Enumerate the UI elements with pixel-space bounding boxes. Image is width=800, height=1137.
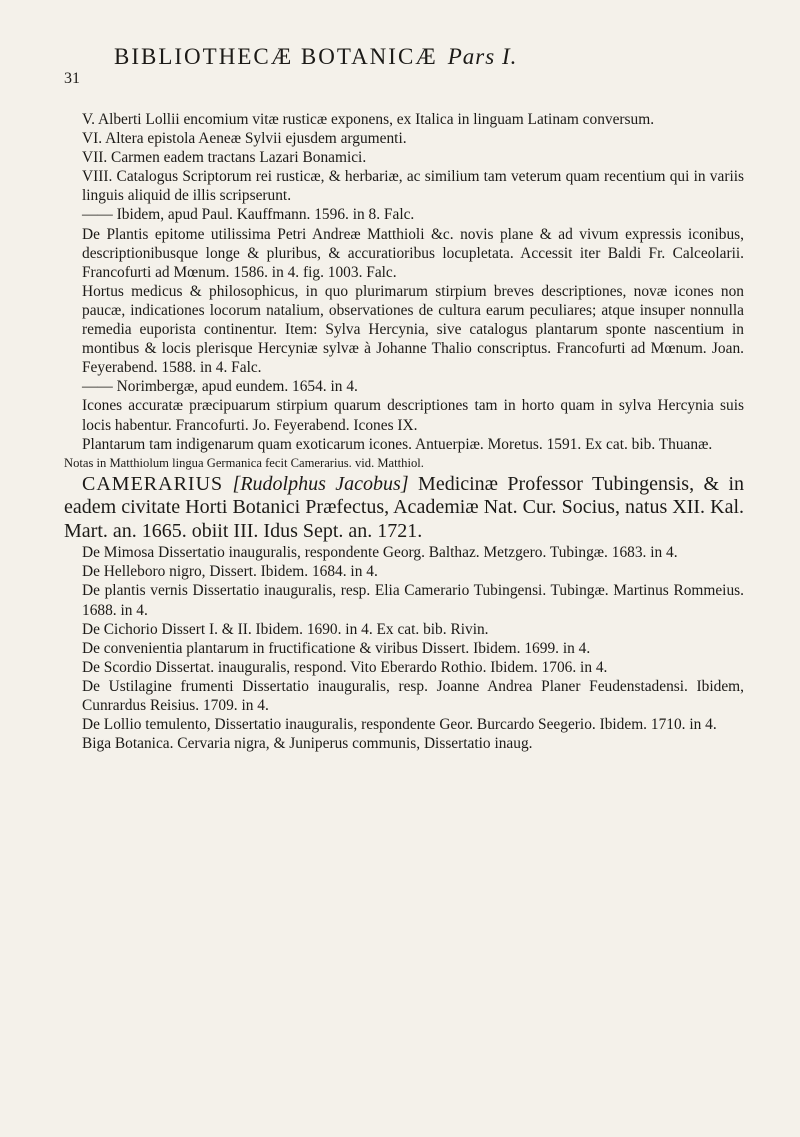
paragraph: VIII. Catalogus Scriptorum rei rusticæ, & herbariæ, ac similium tam veterum quam recentium qui in variis linguis aliquid de illis scripserunt. <box>82 168 744 205</box>
text-body <box>64 110 744 753</box>
paragraph: VI. Altera epistola Aeneæ Sylvii ejusdem argumenti. <box>82 130 407 148</box>
author-bio: Medicinæ Professor Tubingensis, & in eadem civitate Horti Botanici Præfectus, Academiæ Nat. Cur. Socius, natus XII. Kal. Mart. an. 1665. obiit III. Idus Sept. an. 1721. <box>64 472 745 542</box>
header-title: BIBLIOTHECÆ BOTANICÆ <box>114 44 438 69</box>
paragraph: VII. Carmen eadem tractans Lazari Bonamici. <box>82 149 367 167</box>
paragraph: Plantarum tam indigenarum quam exoticarum icones. Antuerpiæ. Moretus. 1591. Ex cat. bib. Thuanæ. <box>82 435 713 453</box>
paragraph: V. Alberti Lollii encomium vitæ rusticæ exponens, ex Italica in linguam Latinam conversum. <box>82 111 655 128</box>
work-item: De Cichorio Dissert I. & II. Ibidem. 1690. in 4. Ex cat. bib. Rivin. <box>82 620 489 638</box>
work-item: De Scordio Dissertat. inauguralis, respond. Vito Eberardo Rothio. Ibidem. 1706. in 4. <box>82 658 608 676</box>
page-number: 31 <box>64 70 80 87</box>
paragraph: De Plantis epitome utilissima Petri Andreæ Matthioli &c. novis plane & ad vivum expressis iconibus, descriptionibusque longe & pluribus, & accuratioribus locupletata. Accessit iter Baldi Fr. Calceolarii. Francofurti ad Mœnum. 1586. in 4. fig. 1003. Falc. <box>82 225 744 281</box>
running-header <box>114 44 744 70</box>
paragraph: Icones accuratæ præcipuarum stirpium quarum descriptiones tam in horto quam in sylva Hercynia suis locis habentur. Francofurti. Jo. Feyerabend. Icones IX. <box>82 397 744 434</box>
author-name: CAMERARIUS <box>82 472 224 495</box>
author-entry <box>64 473 744 544</box>
author-forenames: [Rudolphus Jacobus] <box>232 472 409 495</box>
paragraph: —— Ibidem, apud Paul. Kauffmann. 1596. in 8. Falc. <box>82 206 415 224</box>
paragraph: Hortus medicus & philosophicus, in quo plurimarum stirpium breves descriptiones, novæ icones non paucæ, indicationes locorum natalium, observationes de cultura earum peculiares; atque insuper nonnulla remedia euporista continentur. Item: Sylva Hercynia, sive catalogus plantarum sponte nascentium in montibus & locis plerisque Hercyniæ sylvæ à Johanne Thalio conscriptus. Francofurti ad Mœnum. Joan. Feyerabend. 1588. in 4. Falc. <box>82 282 744 377</box>
work-item: De Mimosa Dissertatio inauguralis, respondente Georg. Balthaz. Metzgero. Tubingæ. 1683. in 4. <box>82 544 678 562</box>
work-item: Biga Botanica. Cervaria nigra, & Juniperus communis, Dissertatio inaug. <box>82 735 533 753</box>
footnote: Notas in Matthiolum lingua Germanica fecit Camerarius. vid. Matthiol. <box>64 455 424 470</box>
header-pars: Pars I. <box>447 44 518 69</box>
work-item: De Helleboro nigro, Dissert. Ibidem. 1684. in 4. <box>82 563 378 581</box>
work-item: De convenientia plantarum in fructificatione & viribus Dissert. Ibidem. 1699. in 4. <box>82 639 591 657</box>
work-item: De Lollio temulento, Dissertatio inauguralis, respondente Geor. Burcardo Seegerio. Ibidem. 1710. in 4. <box>82 716 717 734</box>
paragraph: —— Norimbergæ, apud eundem. 1654. in 4. <box>82 378 358 396</box>
work-item: De Ustilagine frumenti Dissertatio inauguralis, resp. Joanne Andrea Planer Feudenstadensi. Ibidem, Cunrardus Reisius. 1709. in 4. <box>82 677 744 715</box>
work-item: De plantis vernis Dissertatio inauguralis, resp. Elia Camerario Tubingensi. Tubingæ. Martinus Rommeius. 1688. in 4. <box>82 582 744 619</box>
